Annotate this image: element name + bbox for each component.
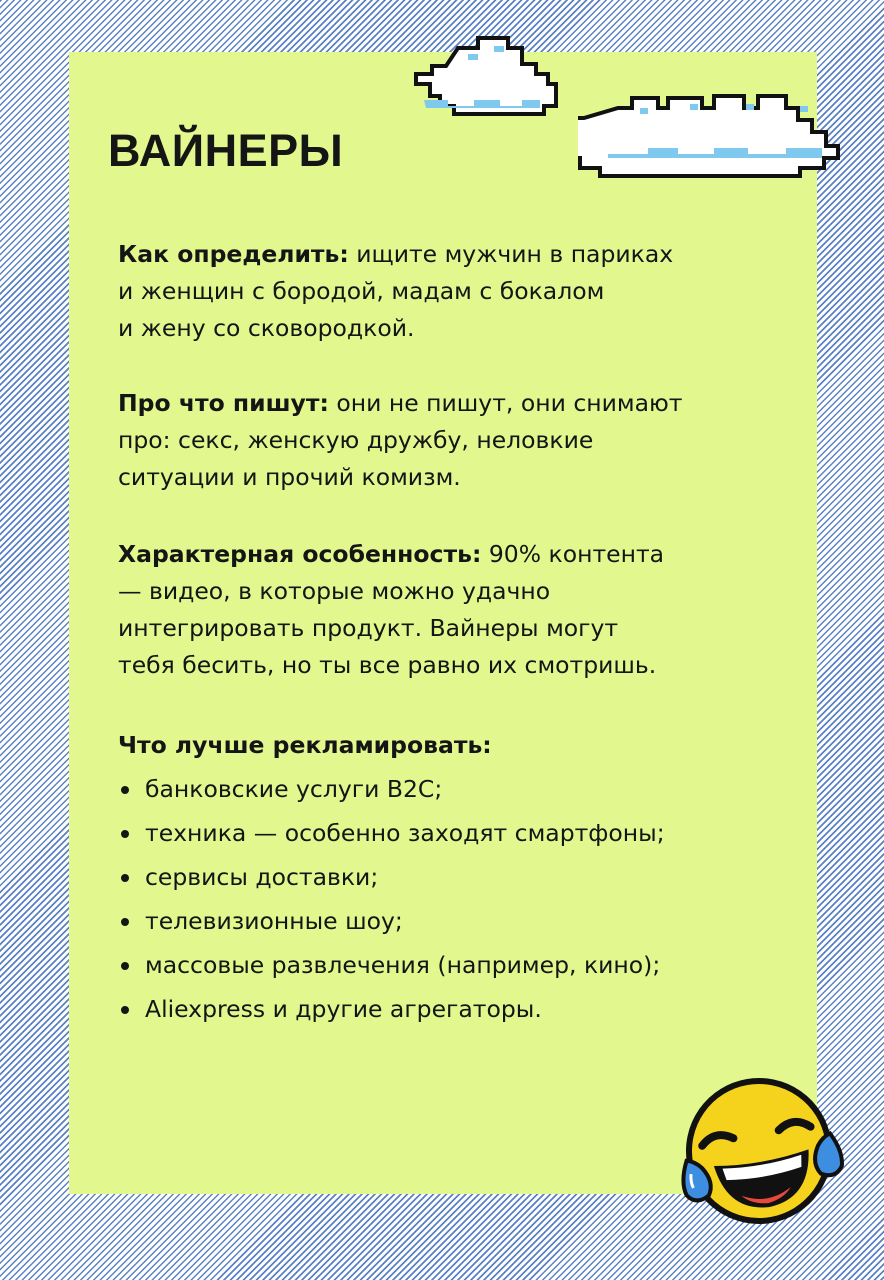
section-label: Как определить:: [118, 240, 349, 268]
list-item: телевизионные шоу;: [118, 899, 665, 943]
list-item: банковские услуги B2C;: [118, 767, 665, 811]
list-item: Aliexpress и другие агрегаторы.: [118, 987, 665, 1031]
list-item: техника — особенно заходят смартфоны;: [118, 811, 665, 855]
section-label: Характерная особенность:: [118, 540, 482, 568]
tears-of-joy-emoji-icon: [664, 1066, 854, 1236]
section-feature: Характерная особенность: 90% контента — видео, в которые можно удачно интегрировать продукт. Вайнеры могут тебя бесить, но ты все равно их смотришь.: [118, 540, 665, 679]
recommend-heading: Что лучше рекламировать:: [118, 731, 492, 759]
pixel-cloud-icon: [398, 18, 560, 136]
list-item: массовые развлечения (например, кино);: [118, 943, 665, 987]
list-item: сервисы доставки;: [118, 855, 665, 899]
page-title: ВАЙНЕРЫ: [108, 125, 344, 176]
section-what-they-write: Про что пишут: они не пишут, они снимают про: секс, женскую дружбу, неловкие ситуации и прочий комизм.: [118, 389, 683, 491]
recommend-list: [118, 767, 665, 1031]
section-how-to-identify: Как определить: ищите мужчин в париках и женщин с бородой, мадам с бокалом и жену со сковородкой.: [118, 240, 674, 342]
pixel-cloud-icon: [578, 74, 864, 186]
section-label: Про что пишут:: [118, 389, 329, 417]
